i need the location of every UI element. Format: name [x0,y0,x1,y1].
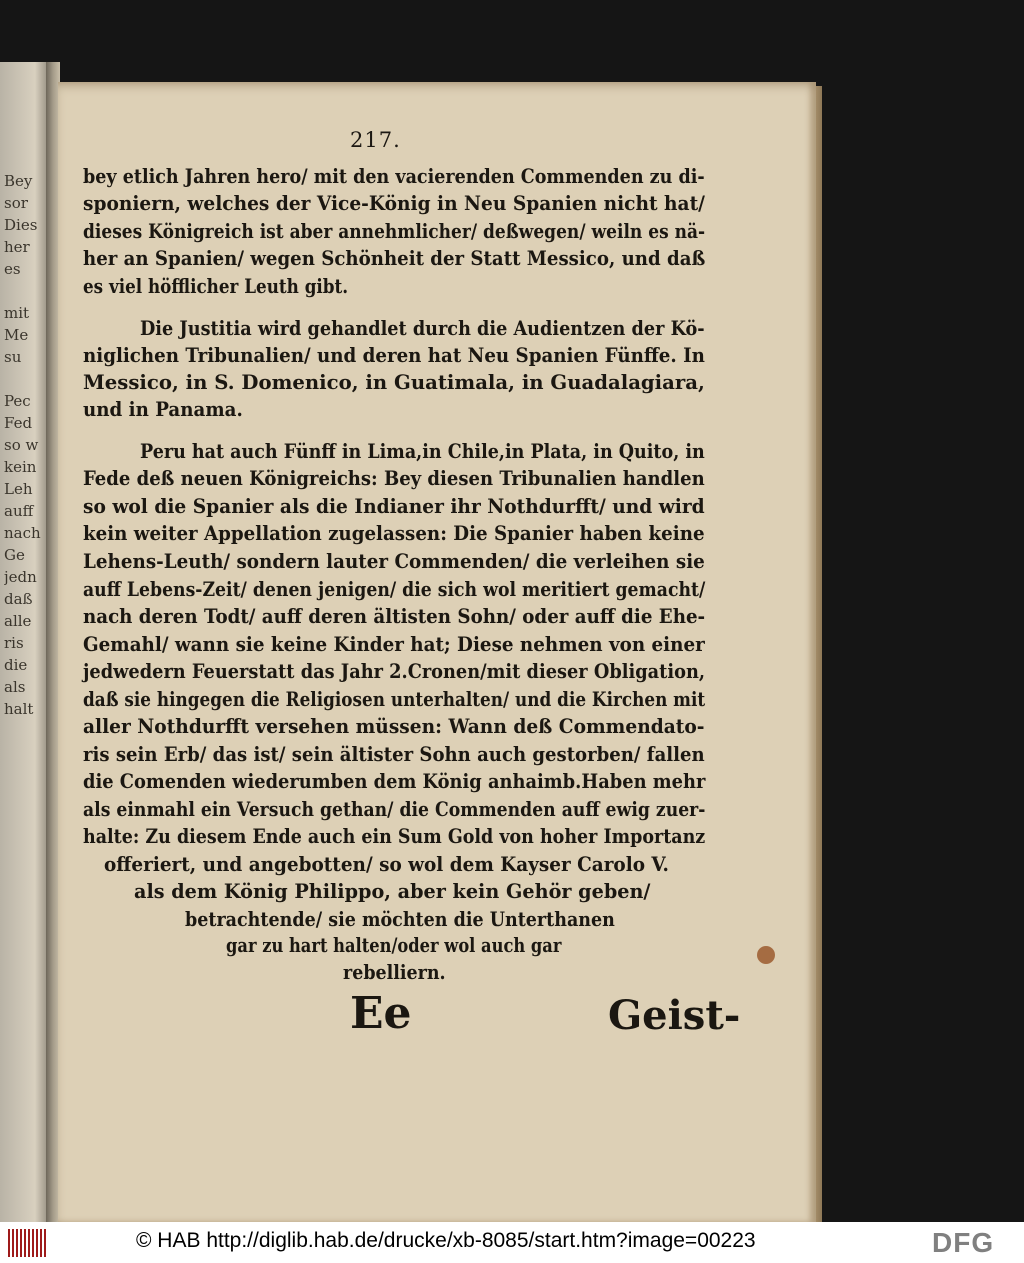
text-line: und in Panama. [83,398,243,421]
previous-page-fragment [4,742,44,764]
previous-page-fragment [4,720,44,742]
previous-page-fragment: ris [4,634,24,652]
text-line: Gemahl/ wann sie keine Kinder hat; Diese nehmen von einer [83,633,705,656]
text-line: jedwedern Feuerstatt das Jahr 2.Cronen/mit dieser Obligation, [83,660,706,683]
previous-page-fragment: auff [4,502,34,520]
previous-page-fragment: Me [4,326,29,344]
text-line: dieses Königreich ist aber annehmlicher/ deßwegen/ weiln es nä- [83,220,706,243]
paper-stain [757,946,775,964]
previous-page-fragment: sor [4,194,28,212]
text-line: es viel höfflicher Leuth gibt. [83,275,349,298]
previous-page-fragment: halt [4,700,34,718]
text-line: bey etlich Jahren hero/ mit den vacierenden Commenden zu di- [83,165,705,188]
text-line: ris sein Erb/ das ist/ sein ältister Sohn auch gestorben/ fallen [83,743,705,766]
text-line: Fede deß neuen Königreichs: Bey diesen Tribunalien handlen [83,467,705,490]
previous-page-fragment: so w [4,436,39,454]
text-line: her an Spanien/ wegen Schönheit der Statt Messico, und daß [83,247,706,270]
text-line: kein weiter Appellation zugelassen: Die Spanier haben keine [83,522,705,545]
text-line: als einmahl ein Versuch gethan/ die Commenden auff ewig zuer- [83,798,706,821]
previous-page-fragment: Ge [4,546,25,564]
previous-page-fragment: die [4,656,28,674]
text-line: die Comenden wiederumben dem König anhaimb.Haben mehr [83,770,706,793]
previous-page-fragment: Dies [4,216,38,234]
page-number: 217. [350,128,401,152]
previous-page-fragment: nach [4,524,41,542]
text-line: als dem König Philippo, aber kein Gehör geben/ [134,880,651,903]
text-line: offeriert, und angebotten/ so wol dem Kayser Carolo V. [104,853,669,876]
text-line: Lehens-Leuth/ sondern lauter Commenden/ die verleihen sie [83,550,705,573]
text-line: Die Justitia wird gehandlet durch die Audientzen der Kö- [140,317,705,340]
previous-page-fragment: mit [4,304,30,322]
text-line: daß sie hingegen die Religiosen unterhalten/ und die Kirchen mit [83,688,706,711]
text-line: gar zu hart halten/oder wol auch gar [226,934,562,957]
previous-page-fragment [4,764,44,786]
text-line: Peru hat auch Fünff in Lima,in Chile,in Plata, in Quito, in [140,440,705,463]
text-line: rebelliern. [343,961,446,984]
previous-page-fragment: su [4,348,22,366]
previous-page-fragment: Pec [4,392,31,410]
text-line: so wol die Spanier als die Indianer ihr Nothdurfft/ und wird [83,495,705,518]
previous-page-fragment: alle [4,612,32,630]
text-line: sponiern, welches der Vice-König in Neu Spanien nicht hat/ [83,192,705,215]
text-line: niglichen Tribunalien/ und deren hat Neu Spanien Fünffe. In [83,344,705,367]
previous-page-fragment: Leh [4,480,33,498]
copyright-url[interactable]: © HAB http://diglib.hab.de/drucke/xb-8085/start.htm?image=00223 [136,1229,756,1252]
previous-page-text [4,170,44,786]
text-line: Messico, in S. Domenico, in Guatimala, in Guadalagiara, [83,371,705,394]
previous-page-fragment: als [4,678,26,696]
previous-page-edge [0,62,50,1222]
text-line: betrachtende/ sie möchten die Unterthanen [185,908,615,931]
catchword-signature: Ee [350,988,412,1039]
previous-page-fragment: kein [4,458,37,476]
previous-page-fragment: jedn [4,568,37,586]
previous-page-fragment: Bey [4,172,33,190]
hab-logo-icon [8,1229,46,1257]
footer-bar [0,1222,1024,1263]
previous-page-fragment [4,368,44,390]
previous-page-fragment [4,280,44,302]
dfg-logo: DFG [932,1227,995,1258]
text-line: halte: Zu diesem Ende auch ein Sum Gold von hoher Importanz [83,825,706,848]
previous-page-fragment: es [4,260,21,278]
previous-page-fragment: daß [4,590,33,608]
previous-page-fragment: Fed [4,414,33,432]
text-line: nach deren Todt/ auff deren ältisten Sohn/ oder auff die Ehe- [83,605,706,628]
text-line: auff Lebens-Zeit/ denen jenigen/ die sich wol meritiert gemacht/ [83,578,706,601]
text-line: aller Nothdurfft versehen müssen: Wann deß Commendato- [83,715,705,738]
catchword: Geist- [608,992,741,1039]
previous-page-fragment: her [4,238,30,256]
